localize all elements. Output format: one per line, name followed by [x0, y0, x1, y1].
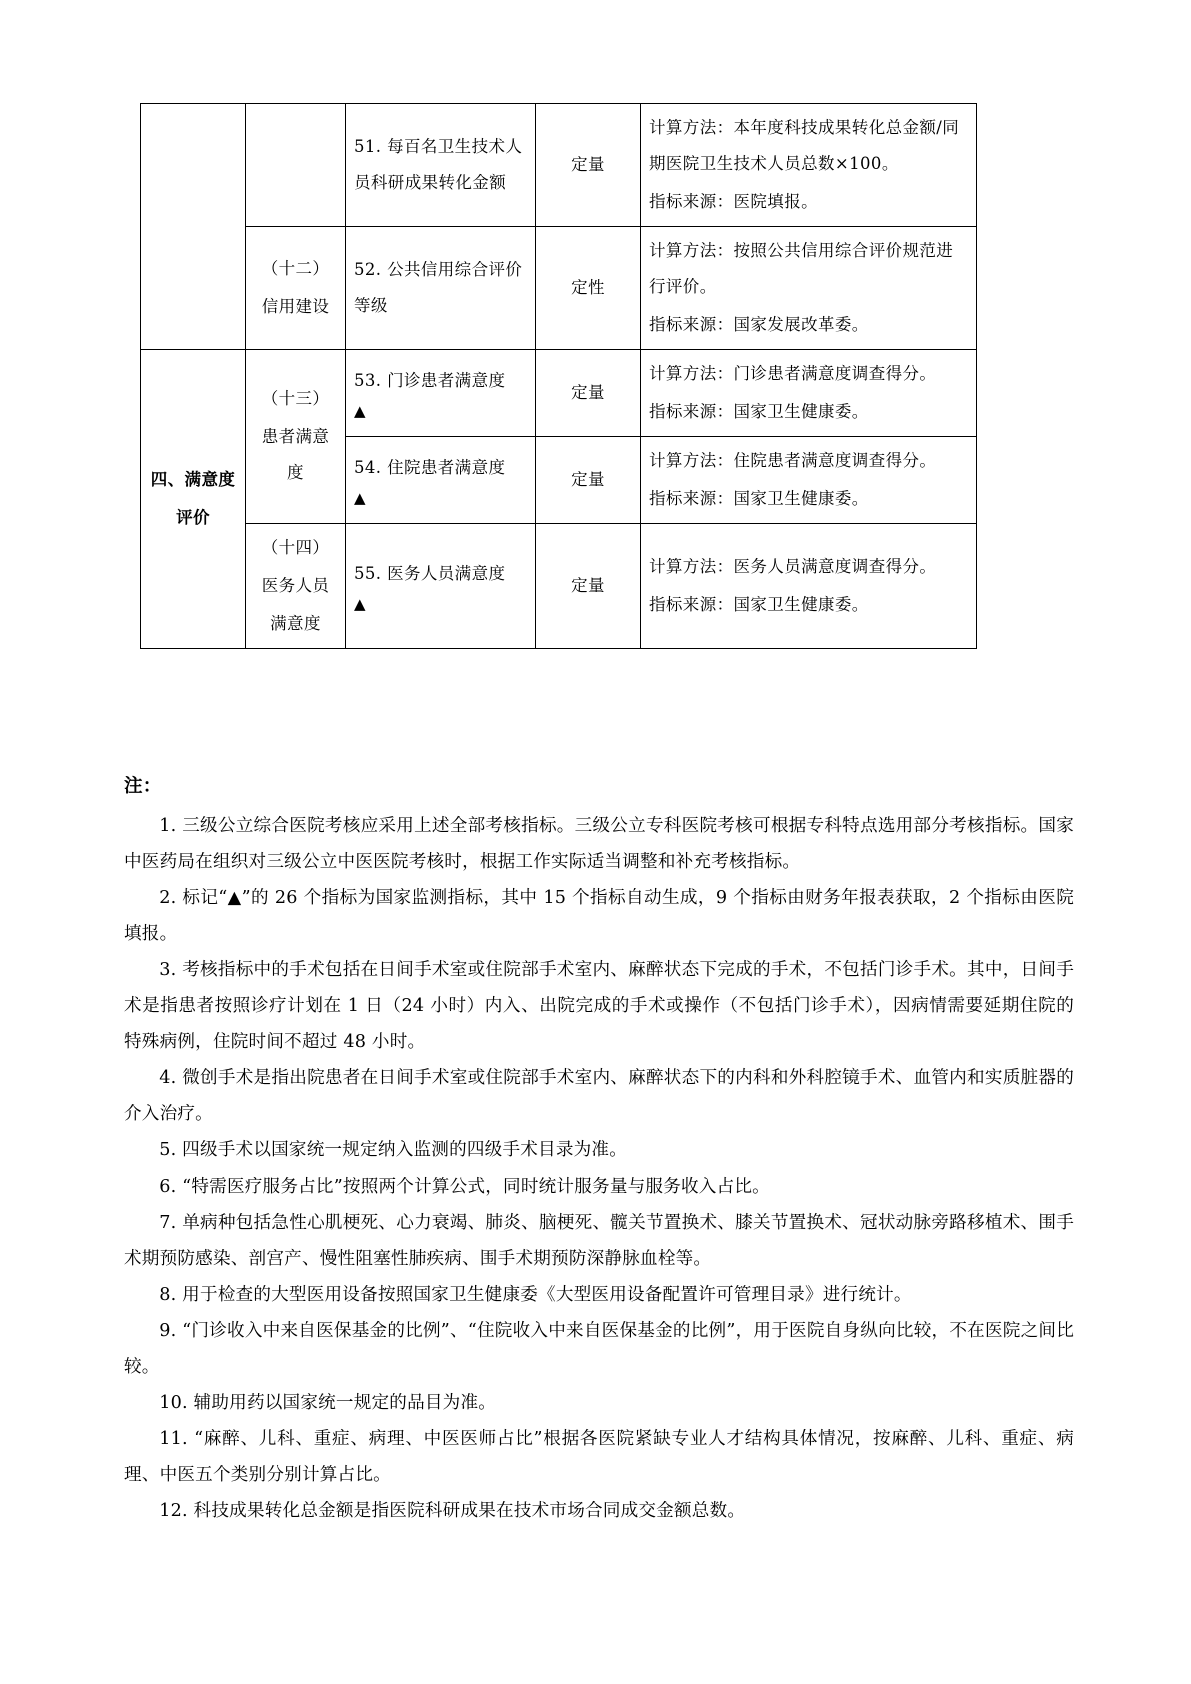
indicator-table-container [140, 103, 976, 649]
source-line: 指标来源：国家发展改革委。 [649, 314, 869, 334]
note-item-2: 2. 标记“▲”的 26 个指标为国家监测指标，其中 15 个指标自动生成，9 个指标由财务年报表获取，2 个指标由医院填报。 [124, 888, 1074, 945]
subcategory-cell-staff [246, 523, 346, 648]
note-item-8: 8. 用于检查的大型医用设备按照国家卫生健康委《大型医用设备配置许可管理目录》进行统计。 [159, 1284, 912, 1305]
notes-title: 注： [124, 776, 162, 797]
subcategory-cell-credit [246, 226, 346, 349]
indicator-type-cell: 定量 [536, 523, 641, 648]
indicator-method-cell [641, 226, 977, 349]
triangle-marker-icon: ▲ [354, 594, 366, 613]
subcategory-line-bottom: 信用建设 [261, 296, 330, 316]
indicator-label: 54. 住院患者满意度 [354, 457, 506, 477]
triangle-marker-icon: ▲ [354, 401, 366, 420]
subcategory-cell-empty [246, 104, 346, 227]
note-item-10: 10. 辅助用药以国家统一规定的品目为准。 [159, 1392, 497, 1413]
indicator-type-cell: 定量 [536, 436, 641, 523]
indicator-method-cell [641, 104, 977, 227]
indicator-method-cell [641, 523, 977, 648]
table-row [141, 523, 977, 648]
subcategory-line-bottom: 满意度 [270, 613, 321, 633]
method-line: 计算方法：门诊患者满意度调查得分。 [649, 363, 937, 383]
table-row [141, 226, 977, 349]
note-item-12: 12. 科技成果转化总金额是指医院科研成果在技术市场合同成交金额总数。 [159, 1501, 746, 1522]
indicator-name-cell: 51. 每百名卫生技术人员科研成果转化金额 [346, 104, 536, 227]
indicator-table [140, 103, 977, 649]
notes-section [124, 768, 1074, 1529]
indicator-label: 55. 医务人员满意度 [354, 563, 506, 583]
note-item-9: 9. “门诊收入中来自医保基金的比例”、“住院收入中来自医保基金的比例”，用于医院自身纵向比较，不在医院之间比较。 [124, 1320, 1074, 1377]
subcategory-cell-patient [246, 349, 346, 523]
source-line: 指标来源：医院填报。 [649, 191, 818, 211]
indicator-name-cell: 52. 公共信用综合评价等级 [346, 226, 536, 349]
note-item-7: 7. 单病种包括急性心肌梗死、心力衰竭、肺炎、脑梗死、髋关节置换术、膝关节置换术、冠状动脉旁路移植术、围手术期预防感染、剖宫产、慢性阻塞性肺疾病、围手术期预防深静脉血栓等。 [124, 1212, 1074, 1269]
table-row [141, 349, 977, 436]
subcategory-line-top: （十二） [261, 258, 330, 278]
subcategory-line-top: （十三） [261, 389, 330, 409]
triangle-marker-icon: ▲ [354, 488, 366, 507]
method-line: 计算方法：本年度科技成果转化总金额/同期医院卫生技术人员总数×100。 [649, 118, 960, 173]
indicator-type-cell: 定量 [536, 349, 641, 436]
method-line: 计算方法：住院患者满意度调查得分。 [649, 450, 937, 470]
note-item-11: 11. “麻醉、儿科、重症、病理、中医医师占比”根据各医院紧缺专业人才结构具体情况，按麻醉、儿科、重症、病理、中医五个类别分别计算占比。 [124, 1428, 1074, 1486]
indicator-type-cell: 定量 [536, 104, 641, 227]
source-line: 指标来源：国家卫生健康委。 [649, 401, 869, 421]
note-item-4: 4. 微创手术是指出院患者在日间手术室或住院部手术室内、麻醉状态下的内科和外科腔镜手术、血管内和实质脏器的介入治疗。 [124, 1068, 1074, 1125]
indicator-type-cell: 定性 [536, 226, 641, 349]
indicator-label: 53. 门诊患者满意度 [354, 370, 506, 390]
indicator-name-cell [346, 436, 536, 523]
indicator-name-cell [346, 523, 536, 648]
subcategory-line-top: （十四） [261, 537, 330, 557]
note-item-1: 1. 三级公立综合医院考核应采用上述全部考核指标。三级公立专科医院考核可根据专科特点选用部分考核指标。国家中医药局在组织对三级公立中医医院考核时，根据工作实际适当调整和补充考核指标。 [124, 815, 1074, 872]
category-line-top: 四、满意度 [150, 469, 236, 489]
method-line: 计算方法：医务人员满意度调查得分。 [649, 556, 937, 576]
note-item-5: 5. 四级手术以国家统一规定纳入监测的四级手术目录为准。 [159, 1140, 628, 1161]
source-line: 指标来源：国家卫生健康委。 [649, 488, 869, 508]
indicator-method-cell [641, 349, 977, 436]
method-line: 计算方法：按照公共信用综合评价规范进行评价。 [649, 240, 954, 296]
category-cell-satisfaction [141, 349, 246, 648]
note-item-3: 3. 考核指标中的手术包括在日间手术室或住院部手术室内、麻醉状态下完成的手术，不包括门诊手术。其中，日间手术是指患者按照诊疗计划在 1 日（24 小时）内入、出院完成的手术或操作（不包括门诊手术），因病情需要延期住院的特殊病例，住院时间不超过 48 小时。 [124, 960, 1074, 1053]
subcategory-line-mid: 医务人员 [261, 575, 330, 595]
source-line: 指标来源：国家卫生健康委。 [649, 594, 869, 614]
subcategory-line-bottom: 患者满意度 [261, 427, 330, 483]
indicator-method-cell [641, 436, 977, 523]
table-row [141, 104, 977, 227]
category-line-bottom: 评价 [176, 507, 210, 527]
indicator-name-cell [346, 349, 536, 436]
category-cell-empty [141, 104, 246, 350]
note-item-6: 6. “特需医疗服务占比”按照两个计算公式，同时统计服务量与服务收入占比。 [159, 1176, 770, 1197]
